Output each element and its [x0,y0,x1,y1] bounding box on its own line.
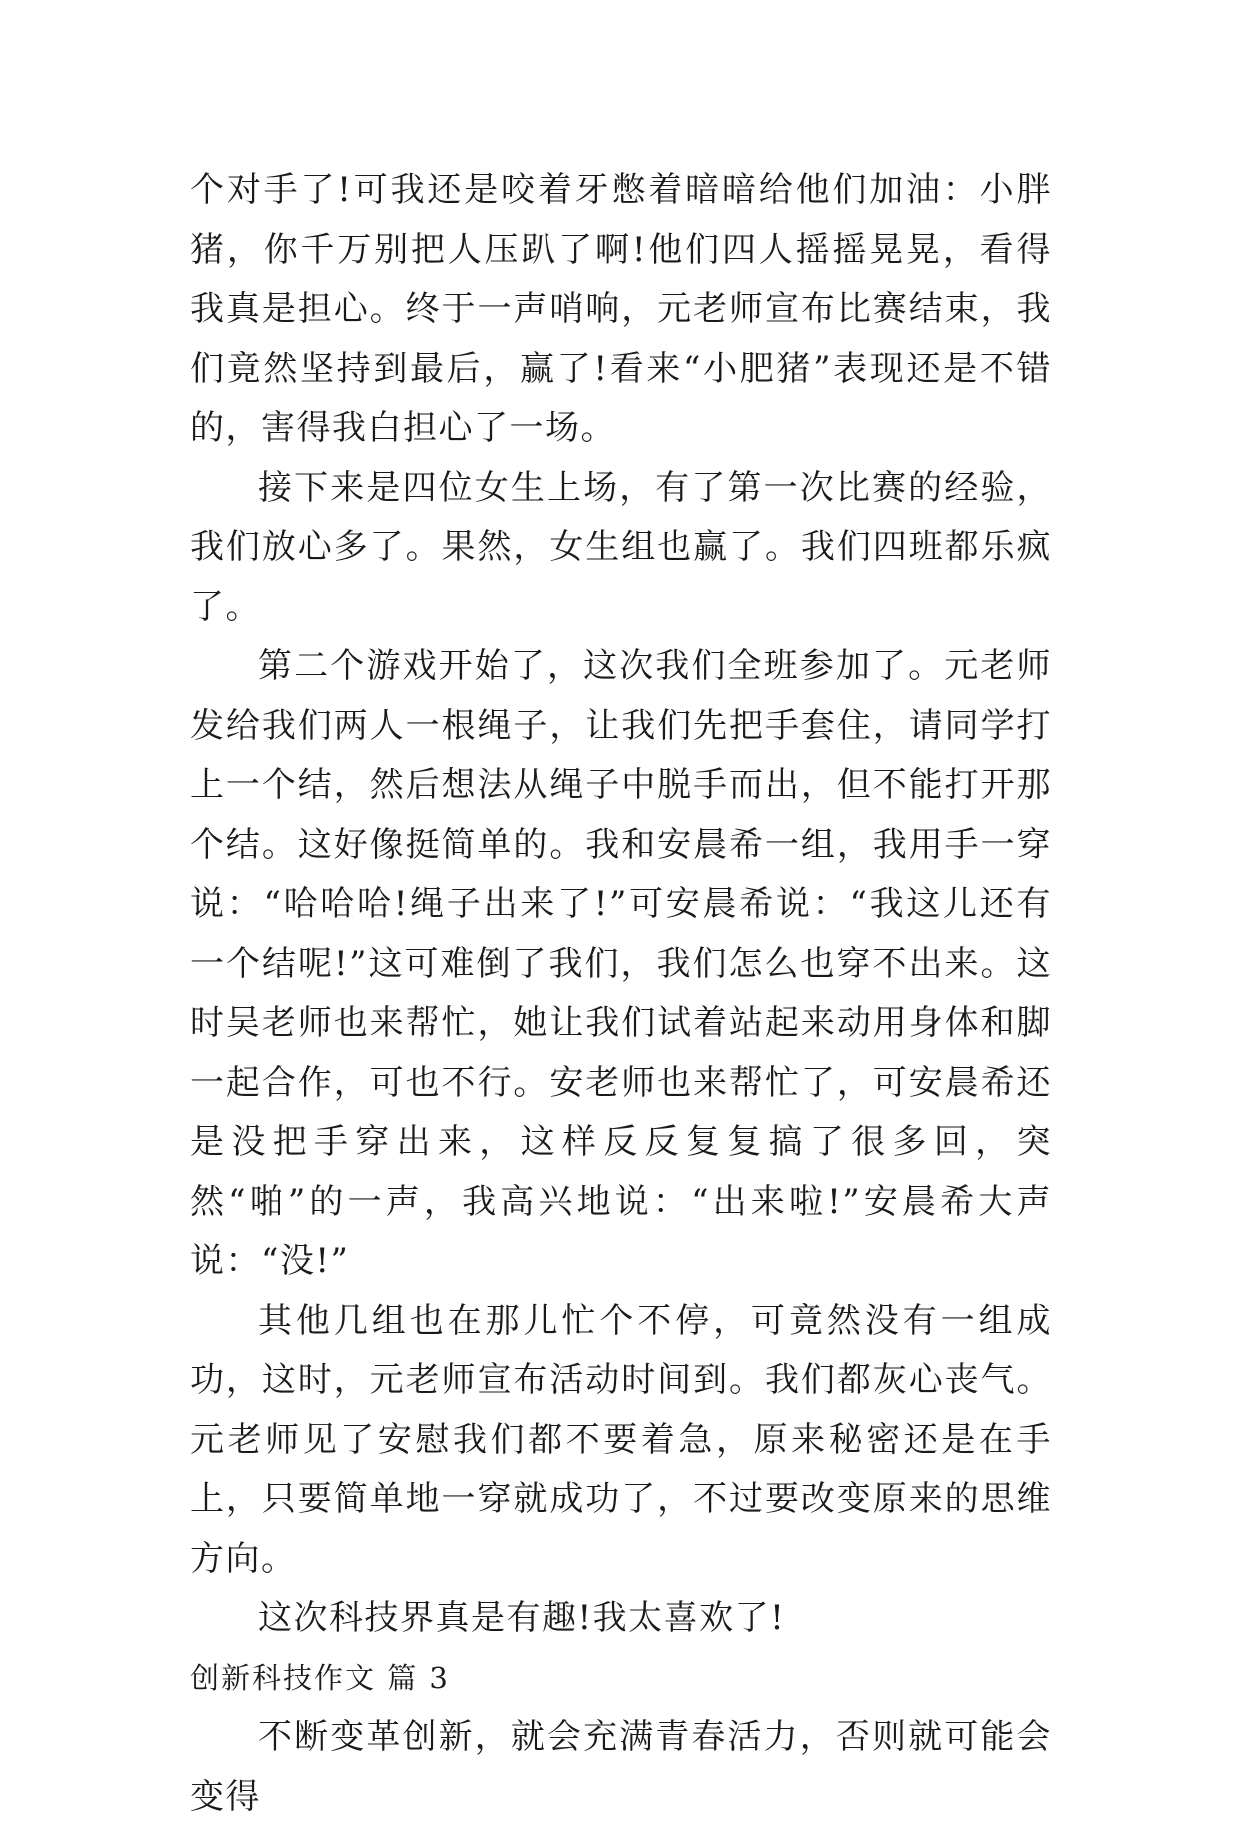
section-heading: 创新科技作文 篇 3 [190,1660,450,1695]
paragraph: 第二个游戏开始了，这次我们全班参加了。元老师发给我们两人一根绳子，让我们先把手套住，请同学打上一个结，然后想法从绳子中脱手而出，但不能打开那个结。这好像挺简单的。我和安晨希一组，我用手一穿说：“哈哈哈!绳子出来了!”可安晨希说：“我这儿还有一个结呢!”这可难倒了我们，我们怎么也穿不出来。这时吴老师也来帮忙，她让我们试着站起来动用身体和脚一起合作，可也不行。安老师也来帮忙了，可安晨希还是没把手穿出来，这样反反复复搞了很多回，突然“啪”的一声，我高兴地说：“出来啦!”安晨希大声说：“没!” [190,646,1052,1281]
paragraph: 其他几组也在那儿忙个不停，可竟然没有一组成功，这时，元老师宣布活动时间到。我们都灰心丧气。元老师见了安慰我们都不要着急，原来秘密还是在手上，只要简单地一穿就成功了，不过要改变原来的思维方向。 [190,1300,1052,1579]
paragraph: 这次科技界真是有趣!我太喜欢了! [258,1598,786,1638]
paragraph: 接下来是四位女生上场，有了第一次比赛的经验，我们放心多了。果然，女生组也赢了。我们四班都乐疯了。 [190,467,1052,627]
paragraph: 不断变革创新，就会充满青春活力，否则就可能会变得 [190,1717,1052,1817]
paragraph-continued: 个对手了!可我还是咬着牙憋着暗暗给他们加油：小胖猪，你千万别把人压趴了啊!他们四人摇摇晃晃，看得我真是担心。终于一声哨响，元老师宣布比赛结束，我们竟然坚持到最后，赢了!看来“小肥猪”表现还是不错的，害得我白担心了一场。 [190,170,1052,448]
article-body [190,161,1052,1827]
